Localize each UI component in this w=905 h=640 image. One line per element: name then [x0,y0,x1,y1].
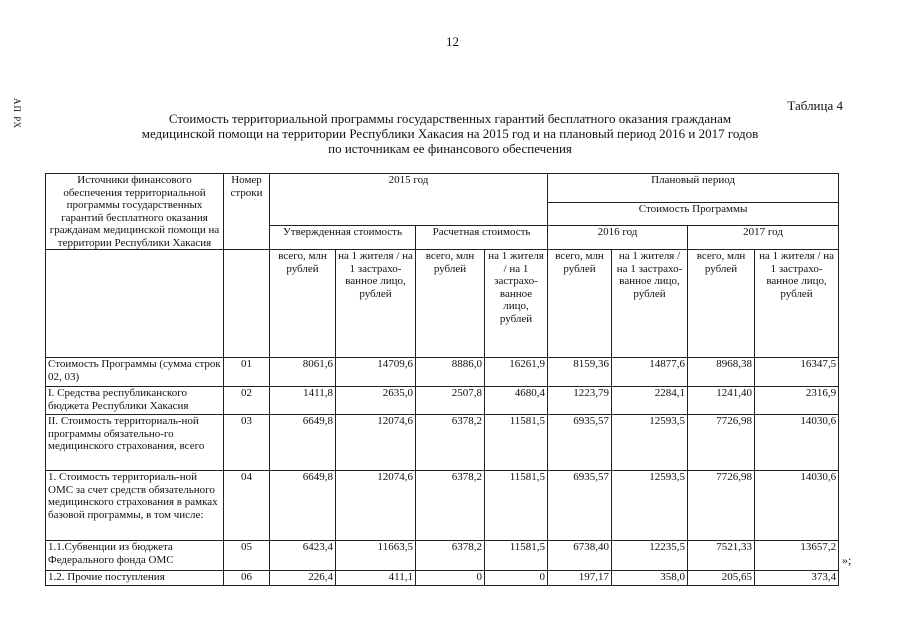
cell-value: 16347,5 [755,358,839,387]
cell-value: 6378,2 [416,541,485,571]
row-name: 1.1.Субвенции из бюджета Федерального фонда ОМС [46,541,224,571]
cell-value: 2316,9 [755,387,839,415]
cell-value: 0 [416,571,485,586]
document-title [90,111,810,156]
header-total-2015-estimated: всего, млн рублей [416,250,485,358]
cell-value: 6649,8 [270,415,336,471]
cell-value: 4680,4 [485,387,548,415]
table-row [46,541,839,571]
header-per-capita-2016: на 1 жителя / на 1 застрахо-ванное лицо, рублей [612,250,688,358]
cell-value: 226,4 [270,571,336,586]
cell-value: 11581,5 [485,415,548,471]
header-total-2017: всего, млн рублей [688,250,755,358]
cell-value: 14030,6 [755,415,839,471]
cell-value: 11663,5 [336,541,416,571]
cell-value: 1411,8 [270,387,336,415]
cell-value: 8886,0 [416,358,485,387]
table-row [46,471,839,541]
cell-value: 6738,40 [548,541,612,571]
cell-value: 7521,33 [688,541,755,571]
row-name: 1.2. Прочие поступления [46,571,224,586]
header-total-2015-approved: всего, млн рублей [270,250,336,358]
row-name: 1. Стоимость территориаль-ной ОМС за счет средств обязательного медицинского страхования в рамках базовой программы, в том числе: [46,471,224,541]
cell-value: 11581,5 [485,471,548,541]
closing-quote-mark: »; [842,553,852,567]
cell-value: 2284,1 [612,387,688,415]
cell-value: 6935,57 [548,471,612,541]
table-row [46,415,839,471]
header-planned-period: Плановый период [548,174,839,203]
cell-value: 14030,6 [755,471,839,541]
row-code: 04 [224,471,270,541]
cell-value: 12593,5 [612,471,688,541]
cell-value: 8061,6 [270,358,336,387]
cell-value: 1223,79 [548,387,612,415]
table-row [46,387,839,415]
cell-value: 7726,98 [688,415,755,471]
header-per-capita-2017: на 1 жителя / на 1 застрахо-ванное лицо, рублей [755,250,839,358]
cell-value: 12593,5 [612,415,688,471]
header-row-number: Номер строки [224,174,270,250]
cell-value: 14709,6 [336,358,416,387]
cell-value: 0 [485,571,548,586]
cell-value: 6935,57 [548,415,612,471]
cell-value: 373,4 [755,571,839,586]
cell-value: 8159,36 [548,358,612,387]
row-code: 01 [224,358,270,387]
title-line: Стоимость территориальной программы государственных гарантий бесплатного оказания гражданам [168,111,732,126]
header-total-2016: всего, млн рублей [548,250,612,358]
cell-value: 6649,8 [270,471,336,541]
row-code: 06 [224,571,270,586]
cell-value: 358,0 [612,571,688,586]
header-year-2017: 2017 год [688,226,839,250]
header-program-cost: Стоимость Программы [548,202,839,226]
cell-value: 12235,5 [612,541,688,571]
program-cost-table [45,173,839,586]
cell-value: 6378,2 [416,471,485,541]
cell-value: 13657,2 [755,541,839,571]
header-year-2016: 2016 год [548,226,688,250]
cell-value: 8968,38 [688,358,755,387]
row-code: 05 [224,541,270,571]
cell-value: 7726,98 [688,471,755,541]
cell-value: 2635,0 [336,387,416,415]
row-code: 02 [224,387,270,415]
cell-value: 14877,6 [612,358,688,387]
table-row [46,358,839,387]
row-code: 03 [224,415,270,471]
header-year-2015: 2015 год [270,174,548,226]
cell-value: 2507,8 [416,387,485,415]
row-name: I. Средства республиканского бюджета Республики Хакасия [46,387,224,415]
row-name: II. Стоимость территориаль-ной программы обязательно-го медицинского страхования, всего [46,415,224,471]
margin-mark: АП РХ [12,98,22,130]
header-per-capita-2015-estimated: на 1 жителя / на 1 застрахо-ванное лицо, рублей [485,250,548,358]
header-source: Источники финансового обеспечения территориальной программы государственных гарантий бесплатного оказания гражданам медицинской помощи на территории Республики Хакасия [46,174,224,250]
title-line: медицинской помощи на территории Республики Хакасия на 2015 год и на плановый период 2016 и 2017 годов [141,126,759,141]
cell-value: 6378,2 [416,415,485,471]
cell-value: 16261,9 [485,358,548,387]
cell-value: 1241,40 [688,387,755,415]
cell-value: 197,17 [548,571,612,586]
cell-value: 6423,4 [270,541,336,571]
cell-value: 12074,6 [336,415,416,471]
cell-value: 11581,5 [485,541,548,571]
cell-value: 411,1 [336,571,416,586]
title-line: по источникам ее финансового обеспечения [328,141,572,156]
table-row [46,571,839,586]
cell-value: 205,65 [688,571,755,586]
table-label: Таблица 4 [787,98,843,113]
header-estimated-cost: Расчетная стоимость [416,226,548,250]
header-approved-cost: Утвержденная стоимость [270,226,416,250]
page-number: 12 [446,34,459,49]
header-per-capita-2015-approved: на 1 жителя / на 1 застрахо-ванное лицо, рублей [336,250,416,358]
cell-value: 12074,6 [336,471,416,541]
row-name: Стоимость Программы (сумма строк 02, 03) [46,358,224,387]
